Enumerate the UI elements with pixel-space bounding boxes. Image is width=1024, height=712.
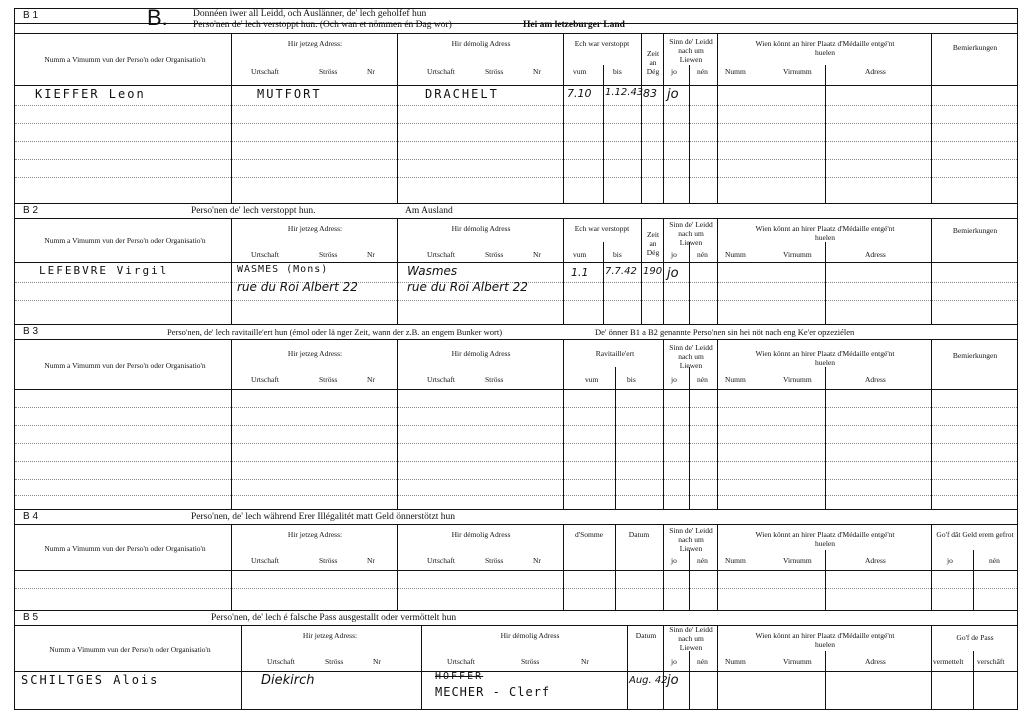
entry-alive: jo [667, 87, 679, 102]
entry-alive: jo [667, 673, 679, 688]
section-id: B 5 [23, 612, 39, 623]
entry-addr-now-1: WASMES (Mons) [237, 264, 329, 275]
col-name-header: Numm a Vimumm vun der Perso'n oder Organisatio'n [44, 236, 206, 245]
sub-stross: Ströss [319, 556, 338, 565]
sub-nr: Nr [533, 250, 541, 259]
sub-numm: Numm [725, 250, 746, 259]
col-datum-header: Datum [628, 530, 650, 539]
section-b5-title-bar [15, 611, 1017, 626]
sub-jo: jo [671, 375, 677, 384]
col-addr-now-header: Hir jetzeg Adress: [287, 224, 343, 233]
sub-urtschaft: Urtschaft [251, 250, 279, 259]
sub-urtschaft: Urtschaft [427, 556, 455, 565]
sub-stross: Ströss [319, 67, 338, 76]
entry-addr-now: MUTFORT [257, 87, 322, 101]
sub-urtschaft: Urtschaft [427, 375, 455, 384]
sub-numm: Numm [725, 375, 746, 384]
col-sinn-header: Sinn de' Leidd nach um Liewen [669, 37, 713, 64]
entry-bis: 7.7.42 [605, 266, 637, 277]
col-bemerk-header: Bemierkungen [952, 226, 998, 235]
section-id: B 1 [23, 10, 39, 21]
sub-urtschaft: Urtschaft [447, 657, 475, 666]
sub-stross: Ströss [325, 657, 344, 666]
title-right: Hei am letzeburger Land [523, 20, 625, 30]
entry-vum: 7.10 [567, 87, 592, 100]
col-addr-then-header: Hir démolig Adress [451, 349, 511, 358]
col-addr-then-header: Hir démolig Adress [451, 224, 511, 233]
sub-verschaft: verschâft [977, 657, 1005, 666]
sub-jo: jo [671, 250, 677, 259]
sub-adress: Adress [865, 657, 886, 666]
sub-adress: Adress [865, 556, 886, 565]
sub-nen: nén [697, 250, 708, 259]
sub-jo: jo [947, 556, 953, 565]
col-addr-then-header: Hir démolig Adress [451, 39, 511, 48]
entry-days: 190 [643, 266, 663, 277]
entry-days: 83 [643, 87, 657, 100]
sub-urtschaft: Urtschaft [427, 250, 455, 259]
sub-adress: Adress [865, 375, 886, 384]
sub-stross: Ströss [485, 556, 504, 565]
sub-stross: Ströss [485, 67, 504, 76]
sub-nr: Nr [367, 67, 375, 76]
col-bemerk-header: Bemierkungen [952, 351, 998, 360]
col-sinn-header: Sinn de' Leidd nach um Liewen [669, 343, 713, 370]
sub-nr: Nr [367, 375, 375, 384]
sub-vermettelt: vermettelt [933, 657, 964, 666]
sub-jo: jo [671, 556, 677, 565]
sub-urtschaft: Urtschaft [251, 556, 279, 565]
col-sinn-header: Sinn de' Leidd nach um Liewen [669, 220, 713, 247]
col-addr-now-header: Hir jetzeg Adress: [287, 349, 343, 358]
sub-nen: nén [697, 375, 708, 384]
sub-jo: jo [671, 657, 677, 666]
sub-stross: Ströss [485, 375, 504, 384]
col-wien-header: Wien könnt an hirer Plaatz d'Médaille entgé'nt huelen [755, 224, 895, 242]
sub-nr: Nr [367, 556, 375, 565]
sub-stross: Ströss [319, 375, 338, 384]
sub-nen: nén [989, 556, 1000, 565]
sub-adress: Adress [865, 67, 886, 76]
col-wien-header: Wien könnt an hirer Plaatz d'Médaille entgé'nt huelen [755, 631, 895, 649]
entry-addr-then: DRACHELT [425, 87, 499, 101]
col-name-header: Numm a Vimumm vun der Perso'n oder Organisatio'n [44, 544, 206, 553]
col-wien-header: Wien könnt an hirer Plaatz d'Médaille entgé'nt huelen [755, 39, 895, 57]
sub-vum: vum [585, 375, 599, 384]
col-sinn-header: Sinn de' Leidd nach um Liewen [669, 526, 713, 553]
sub-urtschaft: Urtschaft [251, 375, 279, 384]
sub-vum: vum [573, 250, 587, 259]
title-line-2: Perso'nen de' lech verstoppt hun. (Och wan et nömmen én Dag wor) [193, 20, 452, 30]
entry-addr-then: MECHER - Clerf [435, 685, 551, 699]
sub-jo: jo [671, 67, 677, 76]
section-b3-title-bar [15, 325, 1017, 340]
sub-stross: Ströss [521, 657, 540, 666]
section-title: Perso'nen, de' lech ravitaille'ert hun (émol oder lä nger Zeit, wann der z.B. an engem Bunker wort) [167, 327, 503, 337]
col-name-header: Numm a Vimumm vun der Perso'n oder Organisatio'n [44, 55, 206, 64]
col-time-header: Zeit an Dég [646, 49, 660, 76]
sub-urtschaft: Urtschaft [427, 67, 455, 76]
col-name-header: Numm a Vimumm vun der Perso'n oder Organisatio'n [44, 361, 206, 370]
sub-adress: Adress [865, 250, 886, 259]
section-b4-title-bar [15, 510, 1017, 525]
sub-virnumm: Virnumm [783, 67, 812, 76]
col-addr-now-header: Hir jetzeg Adress: [287, 39, 343, 48]
sub-vum: vum [573, 67, 587, 76]
section-title: Perso'nen, de' lech é falsche Pass ausgestallt oder vermöttelt hun [211, 613, 457, 623]
entry-alive: jo [667, 266, 679, 281]
sub-bis: bis [613, 67, 622, 76]
sub-virnumm: Virnumm [783, 250, 812, 259]
entry-bis: 1.12.43 [605, 87, 644, 98]
col-hidden-header: Ech war verstoppt [574, 39, 630, 48]
section-b3 [14, 324, 1018, 510]
sub-nen: nén [697, 67, 708, 76]
sub-numm: Numm [725, 657, 746, 666]
col-hidden-header: Ech war verstoppt [574, 224, 630, 233]
section-letter: B. [147, 5, 168, 30]
col-addr-then-header: Hir démolig Adress [451, 530, 511, 539]
sub-virnumm: Virnumm [783, 657, 812, 666]
col-wien-header: Wien könnt an hirer Plaatz d'Médaille entgé'nt huelen [755, 349, 895, 367]
sub-nr: Nr [581, 657, 589, 666]
entry-addr-now: Diekirch [261, 673, 315, 688]
col-time-header: Zeit an Dég [646, 230, 660, 257]
col-wien-header: Wien könnt an hirer Plaatz d'Médaille entgé'nt huelen [755, 530, 895, 548]
section-b2-title-bar [15, 204, 1017, 219]
sub-bis: bis [627, 375, 636, 384]
entry-addr-now-2: rue du Roi Albert 22 [237, 280, 358, 294]
entry-datum: Aug. 42 [629, 675, 668, 686]
section-title: Perso'nen, de' lech während Erer Illégalitét matt Geld önnerstötzt hun [191, 512, 456, 522]
entry-addr-then-1: Wasmes [407, 264, 458, 278]
sub-nen: nén [697, 556, 708, 565]
sub-nr: Nr [373, 657, 381, 666]
section-title: Perso'nen de' lech verstoppt hun. [191, 206, 316, 216]
sub-urtschaft: Urtschaft [251, 67, 279, 76]
col-sinn-header: Sinn de' Leidd nach um Liewen [669, 625, 713, 652]
col-datum-header: Datum [635, 631, 657, 640]
title-line-1: Donnéen iwer all Leidd, och Auslänner, de' lech geholfef hun [193, 9, 427, 19]
entry-vum: 1.1 [571, 266, 589, 279]
entry-addr-then-struck: HOFFER [435, 671, 484, 682]
section-b2 [14, 203, 1018, 325]
section-id: B 2 [23, 205, 39, 216]
section-b5 [14, 610, 1018, 710]
sub-urtschaft: Urtschaft [267, 657, 295, 666]
sub-bis: bis [613, 250, 622, 259]
col-somme-header: d'Somme [574, 530, 604, 539]
col-gof-header: Go'f dât Geld erem gefrot [936, 530, 1014, 539]
col-addr-now-header: Hir jetzeg Adress: [287, 530, 343, 539]
sub-stross: Ströss [485, 250, 504, 259]
section-b1 [14, 5, 1018, 204]
sub-nen: nén [697, 657, 708, 666]
entry-addr-then-2: rue du Roi Albert 22 [407, 280, 528, 294]
section-b4 [14, 509, 1018, 611]
section-id: B 4 [23, 511, 39, 522]
sub-nr: Nr [533, 556, 541, 565]
col-ravit-header: Ravitaille'ert [595, 349, 635, 358]
sub-numm: Numm [725, 556, 746, 565]
entry-name: SCHILTGES Alois [21, 673, 160, 687]
sub-virnumm: Virnumm [783, 375, 812, 384]
sub-stross: Ströss [319, 250, 338, 259]
entry-name: KIEFFER Leon [35, 87, 146, 101]
sub-nr: Nr [367, 250, 375, 259]
section-title-right: Am Ausland [405, 206, 453, 216]
section-id: B 3 [23, 326, 39, 337]
sub-nr: Nr [533, 67, 541, 76]
col-gof-pass-header: Go'f de Pass [956, 633, 994, 642]
sub-numm: Numm [725, 67, 746, 76]
col-addr-then-header: Hir démolig Adress [500, 631, 560, 640]
entry-name: LEFEBVRE Virgil [39, 264, 169, 277]
section-title-right: De' önner B1 a B2 genannte Perso'nen sin hei nöt nach eng Ke'er opzeziélen [595, 327, 855, 337]
sub-virnumm: Virnumm [783, 556, 812, 565]
col-name-header: Numm a Vimumm vun der Perso'n oder Organisatio'n [49, 645, 211, 654]
col-addr-now-header: Hir jetzeg Adress: [302, 631, 358, 640]
col-bemerk-header: Bemierkungen [952, 43, 998, 52]
